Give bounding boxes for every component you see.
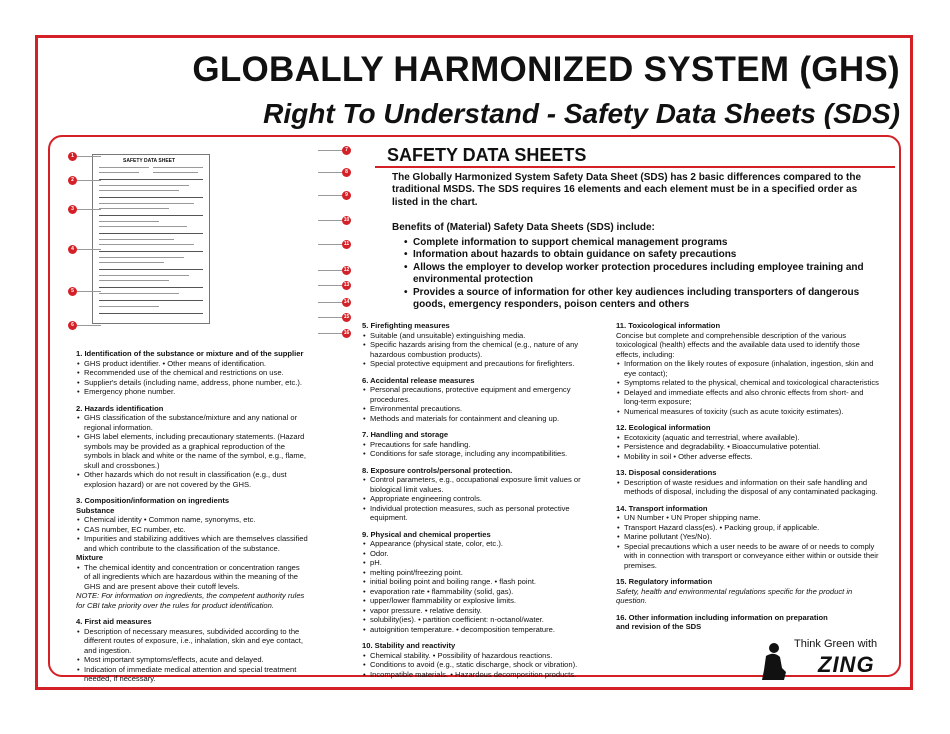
column-left xyxy=(76,349,308,691)
section-8 xyxy=(362,466,587,523)
page-title: GLOBALLY HARMONIZED SYSTEM (GHS) xyxy=(192,50,900,89)
list-item: • Indication of immediate medical attention and special treatment needed, if necessary. xyxy=(76,665,308,684)
list-item: • Personal precautions, protective equipment and emergency procedures. xyxy=(362,385,587,404)
zing-logo xyxy=(758,638,898,684)
list-item: • Numerical measures of toxicity (such as acute toxicity estimates). xyxy=(616,407,881,417)
section-note: Safety, health and environmental regulations specific for the product in question. xyxy=(616,586,853,605)
callout-line xyxy=(318,270,342,271)
section-12 xyxy=(616,423,881,461)
list-item: • GHS label elements, including precautionary statements. (Hazard symbols may be provided as a graphical reproduction of the symbols in black and white or the name of the symbol, e.g., flame, skull and crossbones.) xyxy=(76,432,308,470)
sds-thumbnail xyxy=(92,154,210,324)
list-item: • Appearance (physical state, color, etc.). xyxy=(362,539,587,549)
section-1 xyxy=(76,349,308,397)
callout-marker: 14 xyxy=(343,299,350,305)
section-15 xyxy=(616,577,881,606)
callout-line xyxy=(318,333,342,334)
list-item: • Information on the likely routes of exposure (inhalation, ingestion, skin and eye contact); xyxy=(616,359,881,378)
list-item: • Delayed and immediate effects and also chronic effects from short- and long-term exposure; xyxy=(616,388,881,407)
list-item: • evaporation rate • flammability (solid, gas). xyxy=(362,587,587,597)
section-7 xyxy=(362,430,587,459)
list-item: • Conditions for safe storage, including any incompatibilities. xyxy=(362,449,587,459)
list-item: • Recommended use of the chemical and restrictions on use. xyxy=(76,368,308,378)
list-item: • Chemical stability. • Possibility of hazardous reactions. xyxy=(362,651,587,661)
section-title: 9. Physical and chemical properties xyxy=(362,529,491,539)
benefit-item: • Information about hazards to obtain guidance on safety precautions xyxy=(404,249,874,261)
section-title: 14. Transport information xyxy=(616,503,708,513)
section-title: 16. Other information including information on preparation and revision of the SDS xyxy=(616,612,828,631)
list-item: • melting point/freezing point. xyxy=(362,568,587,578)
callout-marker: 10 xyxy=(343,217,350,223)
benefit-item: • Complete information to support chemical management programs xyxy=(404,237,874,249)
substance-label: Substance xyxy=(76,505,115,515)
list-item: • Precautions for safe handling. xyxy=(362,440,587,450)
callout-line xyxy=(318,172,342,173)
callout-marker: 2 xyxy=(68,176,77,185)
column-middle xyxy=(362,321,587,686)
section-title: 15. Regulatory information xyxy=(616,577,713,586)
list-item: • GHS product identifier. • Other means of identification. xyxy=(76,359,308,369)
callout-marker: 16 xyxy=(343,330,350,336)
section-title: 11. Toxicological information xyxy=(616,321,721,330)
list-item: • autoignition temperature. • decomposition temperature. xyxy=(362,625,587,635)
mixture-label: Mixture xyxy=(76,553,104,562)
list-item: • The chemical identity and concentration or concentration ranges of all ingredients which are hazardous within the meaning of the GHS and are present above their cutoff levels. xyxy=(76,563,308,592)
column-right xyxy=(616,321,881,639)
list-item: • Special precautions which a user needs to be aware of or needs to comply with in connection with transport or conveyance either within or outside their premises. xyxy=(616,542,881,571)
logo-tagline: Think Green with xyxy=(794,638,878,650)
list-item: • vapor pressure. • relative density. xyxy=(362,606,587,616)
section-4 xyxy=(76,617,308,684)
callout-line xyxy=(318,195,342,196)
list-item: • Special protective equipment and precautions for firefighters. xyxy=(362,359,587,369)
section-title: 8. Exposure controls/personal protection. xyxy=(362,465,513,475)
callout-marker: 13 xyxy=(343,282,350,288)
callout-line xyxy=(77,249,101,250)
callout-marker: 7 xyxy=(342,146,351,155)
list-item: • Suitable (and unsuitable) extinguishing media. xyxy=(362,331,587,341)
list-item: • Supplier's details (including name, address, phone number, etc.). xyxy=(76,378,308,388)
section-10 xyxy=(362,641,587,679)
benefit-item: • Provides a source of information for other key audiences including transporters of dangerous goods, emergency responders, poison centers and others xyxy=(404,287,874,312)
list-item: • Chemical identity • Common name, synonyms, etc. xyxy=(76,515,308,525)
callout-line xyxy=(77,209,101,210)
section-14 xyxy=(616,504,881,571)
section-title: 3. Composition/information on ingredients xyxy=(76,496,230,505)
list-item: • Individual protection measures, such as personal protective equipment. xyxy=(362,504,587,523)
section-title: 10. Stability and reactivity xyxy=(362,641,456,650)
callout-marker: 12 xyxy=(343,267,350,273)
list-item: • Odor. xyxy=(362,549,587,559)
list-item: • Control parameters, e.g., occupational exposure limit values or biological limit values. xyxy=(362,475,587,494)
section-title: 5. Firefighting measures xyxy=(362,321,450,330)
page-subtitle: Right To Understand - Safety Data Sheets (SDS) xyxy=(263,98,900,129)
section-title: 1. Identification of the substance or mixture and of the supplier xyxy=(76,349,304,358)
list-item: • Symptoms related to the physical, chemical and toxicological characteristics xyxy=(616,378,881,388)
section-title: 2. Hazards identification xyxy=(76,403,164,413)
section-2 xyxy=(76,404,308,490)
callout-line xyxy=(318,285,342,286)
list-item: • Incompatible materials. • Hazardous decomposition products. xyxy=(362,670,587,680)
callout-line xyxy=(77,156,101,157)
callout-marker: 11 xyxy=(343,241,350,247)
callout-line xyxy=(77,180,101,181)
callout-line xyxy=(318,302,342,303)
sds-heading: SAFETY DATA SHEETS xyxy=(387,145,587,165)
section-title: 7. Handling and storage xyxy=(362,430,449,439)
list-item: • upper/lower flammability or explosive limits. xyxy=(362,596,587,606)
list-item: • Methods and materials for containment and cleaning up. xyxy=(362,414,587,424)
callout-line xyxy=(318,220,342,221)
list-item: • Description of waste residues and information on their safe handling and methods of disposal, including the disposal of any contaminated packaging. xyxy=(616,478,881,497)
section-9 xyxy=(362,530,587,635)
list-item: • Persistence and degradability. • Bioaccumulative potential. xyxy=(616,442,881,452)
section-title: 12. Ecological information xyxy=(616,423,711,432)
callout-line xyxy=(318,150,342,151)
section-5 xyxy=(362,321,587,369)
list-item: • Impurities and stabilizing additives which are themselves classified and which contribute to the classification of the substance. xyxy=(76,534,308,553)
callout-marker: 8 xyxy=(342,168,351,177)
list-item: • Specific hazards arising from the chemical (e.g., nature of any hazardous combustion products). xyxy=(362,340,587,359)
section-16 xyxy=(616,613,841,632)
benefit-item: • Allows the employer to develop worker protection procedures including employee training and environmental protection xyxy=(404,262,874,287)
list-item: • UN Number • UN Proper shipping name. xyxy=(616,513,881,523)
cbi-note: NOTE: For information on ingredients, the competent authority rules for CBI take priority over the rules for product identification. xyxy=(76,591,305,610)
callout-line xyxy=(77,325,101,326)
sds-intro: The Globally Harmonized System Safety Data Sheet (SDS) has 2 basic differences compared to the traditional MSDS. The SDS requires 16 elements and each element must be in a specified order as listed in the chart. xyxy=(392,172,862,208)
section-6 xyxy=(362,376,587,424)
section-title: 6. Accidental release measures xyxy=(362,375,475,385)
sds-divider xyxy=(375,166,895,168)
section-title: 13. Disposal considerations xyxy=(616,468,717,477)
list-item: • Appropriate engineering controls. xyxy=(362,494,587,504)
list-item: • Most important symptoms/effects, acute and delayed. xyxy=(76,655,308,665)
callout-marker: 1 xyxy=(68,152,77,161)
logo-brand: ZING xyxy=(818,652,875,677)
thinker-icon xyxy=(758,642,788,682)
callout-marker: 4 xyxy=(68,245,77,254)
list-item: • Environmental precautions. xyxy=(362,404,587,414)
list-item: • pH. xyxy=(362,558,587,568)
benefits-list xyxy=(404,237,874,311)
thumbnail-title: SAFETY DATA SHEET xyxy=(123,158,176,164)
list-item: • Conditions to avoid (e.g., static discharge, shock or vibration). xyxy=(362,660,587,670)
callout-line xyxy=(318,317,342,318)
list-item: • Ecotoxicity (aquatic and terrestrial, where available). xyxy=(616,433,881,443)
list-item: • Transport Hazard class(es). • Packing group, if applicable. xyxy=(616,523,881,533)
list-item: • Marine pollutant (Yes/No). xyxy=(616,532,881,542)
section-title: 4. First aid measures xyxy=(76,617,152,626)
list-item: • CAS number, EC number, etc. xyxy=(76,525,308,535)
callout-marker: 15 xyxy=(343,314,350,320)
list-item: • GHS classification of the substance/mixture and any national or regional information. xyxy=(76,413,308,432)
callout-marker: 3 xyxy=(68,205,77,214)
list-item: • Other hazards which do not result in classification (e.g., dust explosion hazard) or are not covered by the GHS. xyxy=(76,470,308,489)
list-item: • initial boiling point and boiling range. • flash point. xyxy=(362,577,587,587)
section-13 xyxy=(616,468,881,497)
list-item: • Emergency phone number. xyxy=(76,387,308,397)
section-lead: Concise but complete and comprehensible description of the various toxicological (health) effects and the available data used to identify those effects, including: xyxy=(616,330,860,359)
callout-line xyxy=(77,291,101,292)
callout-line xyxy=(318,244,342,245)
section-3 xyxy=(76,496,308,610)
benefits-title: Benefits of (Material) Safety Data Sheets (SDS) include: xyxy=(392,222,655,233)
list-item: • Mobility in soil • Other adverse effects. xyxy=(616,452,881,462)
section-11 xyxy=(616,321,881,416)
list-item: • Description of necessary measures, subdivided according to the different routes of exposure, i.e., inhalation, skin and eye contact, and ingestion. xyxy=(76,627,308,656)
callout-marker: 5 xyxy=(68,287,77,296)
list-item: • solubility(ies). • partition coefficient: n-octanol/water. xyxy=(362,615,587,625)
callout-marker: 6 xyxy=(68,321,77,330)
callout-marker: 9 xyxy=(342,191,351,200)
